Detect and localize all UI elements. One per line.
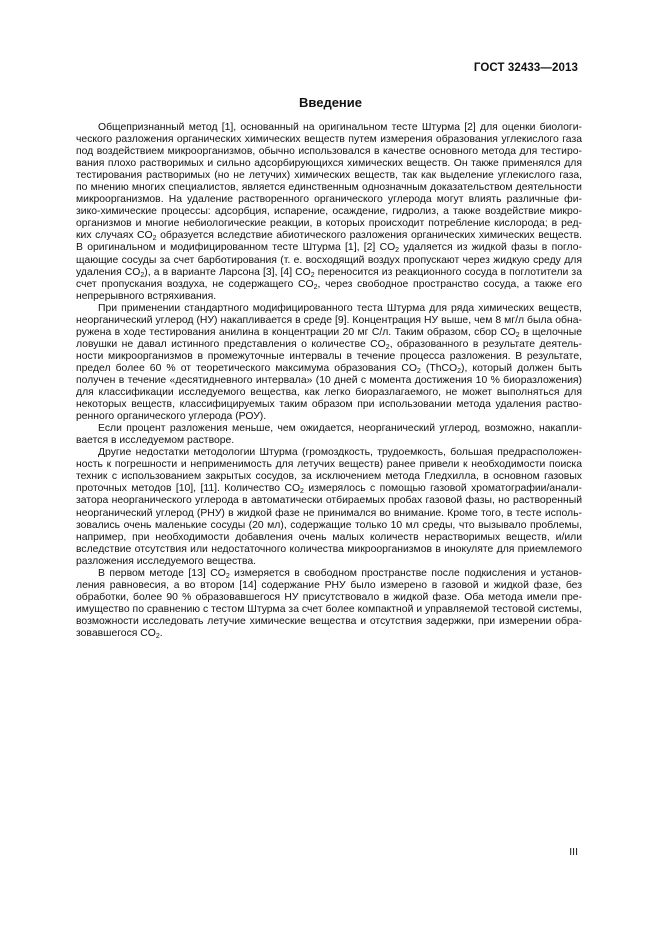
paragraph-text-run: ), который должен быть получен в течение «десятидневного интервала» (10 дней с момента достижения 10 % биоразложения) для классификации исследуемого вещества, как легко биоразлагаемого, не может выполняться для некоторых веществ, классифицируемых таким образом при использовании метода удаления растворенного органического углерода (РОУ). [76,362,582,423]
subscript: 2 [225,572,230,580]
paragraph-text-run: Другие недостатки методологии Штурма (громоздкость, трудоемкость, большая предрасположенность к погрешности и неприменимость для летучих веществ) ранее привели к необходимости поиска техник с использованием закрытых сосудов, за исключением метода Гледхилла, в основном газовых проточных методов [10], [11]. Количество CO [76,447,582,495]
subscript: 2 [395,247,400,255]
subscript: 2 [416,367,421,375]
paragraph-text-run: ), а в варианте Ларсона [3], [4] CO [144,266,311,278]
paragraph-text-run: . [159,627,163,639]
subscript: 2 [140,271,145,279]
section-title: Введение [299,95,362,110]
subscript: 2 [457,367,461,375]
body-text [76,122,582,640]
paragraph-text-run: измерялось с помощью газовой хроматографии/анализатора неорганического углерода в автоматически отбираемых пробах газовой фазы, но растворенный неорганический углерод (РНУ) в жидкой фазе не принимался во внимание. Кроме того, в тесте использовались очень маленькие сосуды (20 мл), содержащие только 10 мл среды, что вызывало проблемы, например, при необходимости добавления очень малых количеств нерастворимых веществ, и/или вследствие отсутствия или недостаточного количества микроорганизмов в инокуляте для приемлемого разложения исследуемого вещества. [76,483,582,567]
paragraph-text-run: , через свободное пространство сосуда, а также его непрерывного встряхивания. [76,278,582,302]
subscript: 2 [313,283,318,291]
body-paragraph [76,303,582,423]
paragraph-text-run: Общепризнанный метод [1], основанный на оригинальном тесте Штурма [2] для оценки биологического разложения органических химических веществ путем измерения образования углекислого газа под воздействием микроорганизмов, обычно использовался в качестве основного метода для тестирования плохо растворимых и сильно адсорбирующихся химических веществ. Он также применялся для тестирования растворимых (но не летучих) химических веществ, так как выделение углекислого газа, по мнению многих специалистов, является единственным однозначным доказательством деятельности микроорганизмов. На удаление растворенного органического углерода могут влиять различные физико-химические процессы: адсорбция, испарение, осаждение, гидролиз, а также воздействие микроорганизмов и многие небиологические реакции, в которых происходит потребление кислорода; в редких случаях CO [76,122,582,242]
subscript: 2 [515,331,520,339]
paragraph-text-run: , образованного в результате деятельности микроорганизмов в промежуточные интервалы в течение процесса разложения. В результате, предел более 60 % от теоретического максимума образования CO [76,338,582,374]
body-paragraph [76,568,582,640]
paragraph-text-run: Если процент разложения меньше, чем ожидается, неорганический углерод, возможно, накапливается в исследуемом растворе. [76,423,582,447]
paragraph-text-run: переносится из реакционного сосуда в поглотители за счет пропускания воздуха, не содержащего CO [76,266,582,290]
document-code: ГОСТ 32433—2013 [473,62,578,74]
subscript: 2 [300,488,304,496]
subscript: 2 [152,235,157,243]
subscript: 2 [310,271,315,279]
paragraph-text-run: (ThCO [420,362,458,374]
paragraph-text-run: в щелочные ловушки не давал истинного представления о количестве CO [76,326,582,350]
page-number: III [569,846,578,858]
paragraph-text-run: удаляется из жидкой фазы в поглощающие сосуды за счет барботирования (т. е. восходящий воздух пропускают через жидкую среду для удаления CO [76,242,582,278]
body-paragraph [76,447,582,567]
paragraph-text-run: образуется вследствие абиотического разложения органических химических веществ. В оригинальном и модифицированном тесте Штурма [1], [2] CO [76,230,582,254]
subscript: 2 [155,632,160,640]
subscript: 2 [385,343,390,351]
paragraph-text-run: измеряется в свободном пространстве после подкисления и установления равновесия, а во втором [14] содержание РНУ было измерено в газовой и жидкой фазе, без обработки, более 90 % образовавшегося НУ присутствовало в жидкой фазе. Оба метода имели преимущество по сравнению с тестом Штурма за счет более компактной и управляемой тестовой системы, возможности исследовать летучие химические вещества и отсутствия задержки, при измерении образовавшегося CO [76,567,582,639]
paragraph-text-run: В первом методе [13] CO [98,567,226,579]
body-paragraph [76,423,582,447]
paragraph-text-run: При применении стандартного модифицированного теста Штурма для ряда химических веществ, неорганический углерод (НУ) накапливается в среде [9]. Концентрация НУ выше, чем 8 мг/л была обнаружена в ходе тестирования анилина в концентрации 20 мг С/л. Таким образом, сбор CO [76,302,582,338]
body-paragraph [76,122,582,303]
